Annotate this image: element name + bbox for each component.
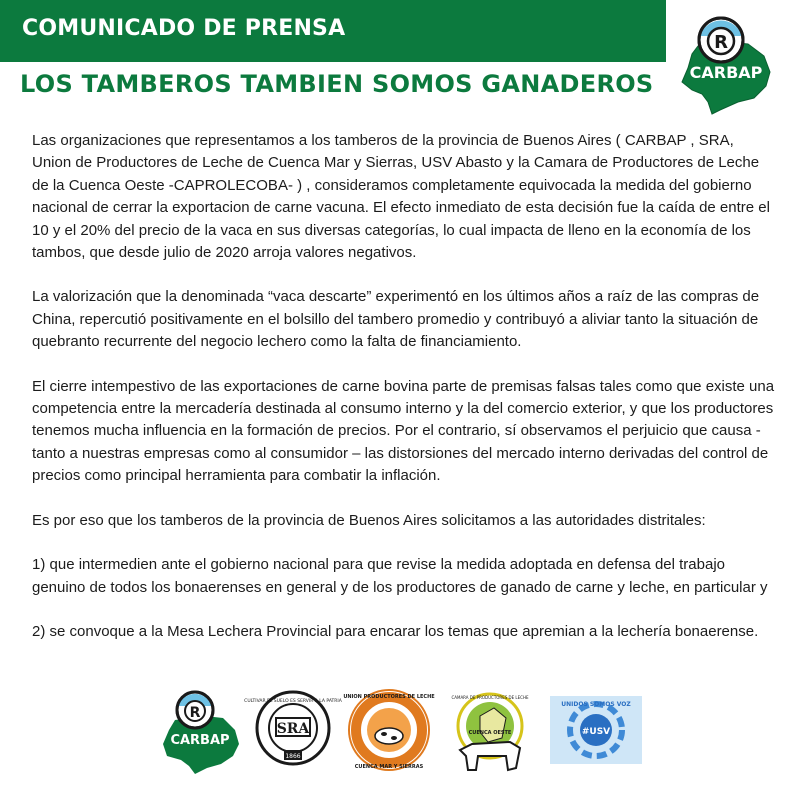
body-paragraph: La valorización que la denominada “vaca descarte” experimentó en los últimos años a raíz de las compras de China, repercutió positivamente en el bolsillo del tambero promedio y contribuyó a aliviar tanto la situación de quebranto recurrente del negocio lechero como la falta de financiamiento. bbox=[32, 288, 760, 351]
press-release-body bbox=[32, 130, 777, 665]
header-band bbox=[0, 0, 666, 62]
union-ring-top: UNION PRODUCTORES DE LECHE bbox=[343, 694, 435, 700]
body-paragraph: Es por eso que los tamberos de la provincia de Buenos Aires solicitamos a las autoridades distritales: bbox=[32, 511, 706, 529]
union-ring-bottom: CUENCA MAR Y SIERRAS bbox=[354, 764, 424, 770]
usv-ring-text: UNIDOS SOMOS VOZ bbox=[561, 701, 631, 708]
sra-ring-text: CULTIVAR EL SUELO ES SERVIR A LA PATRIA bbox=[244, 699, 342, 704]
caprolecoba-ring-text: CAMARA DE PRODUCTORES DE LECHE bbox=[451, 695, 529, 700]
body-paragraph: Las organizaciones que representamos a los tamberos de la provincia de Buenos Aires ( CARBAP , SRA, Union de Productores de Leche de Cuenca Mar y Sierras, USV Abasto y la Camara de Productores de Leche de la Cuenca Oeste -CAPROLECOBA- ) , consideramos completamente equivocada la medida del gobierno nacional de cerrar la exportacion de carne vacuna. El efecto inmediato de esta decisión fue la caída de entre el 10 y el 20% del precio de la vaca en sus diversas categorías, lo cual impacta de lleno en la economía de los tambos, que desde julio de 2020 arroja valores negativos. bbox=[32, 132, 770, 262]
usv-tag: #USV bbox=[581, 727, 611, 737]
footer-union-logo bbox=[343, 686, 435, 774]
footer-logo-strip bbox=[150, 686, 650, 786]
headline: LOS TAMBEROS TAMBIEN SOMOS GANADEROS bbox=[20, 70, 654, 98]
footer-carbap-logo bbox=[155, 686, 245, 776]
footer-sra-logo bbox=[244, 688, 342, 772]
carbap-logo-text: CARBAP bbox=[689, 63, 763, 82]
sra-year: 1866 bbox=[285, 753, 301, 760]
footer-carbap-letter: R bbox=[189, 705, 201, 721]
sra-abbr: SRA bbox=[276, 721, 310, 737]
caprolecoba-inner: CUENCA OESTE bbox=[468, 730, 512, 736]
footer-usv-logo bbox=[550, 696, 642, 764]
body-paragraph: 2) se convoque a la Mesa Lechera Provincial para encarar los temas que apremian a la lechería bonaerense. bbox=[32, 622, 759, 640]
body-paragraph: 1) que intermedien ante el gobierno nacional para que revise la medida adoptada en defensa del trabajo genuino de todos los bonaerenses en general y de los productores de ganado de carne y leche, en particular y bbox=[32, 556, 768, 596]
press-release-title: COMUNICADO DE PRENSA bbox=[22, 16, 346, 41]
carbap-logo-letter: R bbox=[714, 32, 728, 53]
carbap-logo bbox=[668, 6, 778, 116]
body-paragraph: El cierre intempestivo de las exportaciones de carne bovina parte de premisas falsas tales como que existe una competencia entre la mercadería destinada al consumo interno y la del comercio exterior, y que los productores tenemos mucha influencia en la formación de precios. Por el contrario, sí observamos el perjuicio que causa - tanto a nuestras empresas como al consumidor – las distorsiones del mercado interno derivadas del control de precios como principal herramienta para combatir la inflación. bbox=[32, 377, 775, 485]
footer-caprolecoba-logo bbox=[450, 690, 530, 774]
footer-carbap-text: CARBAP bbox=[170, 733, 230, 748]
